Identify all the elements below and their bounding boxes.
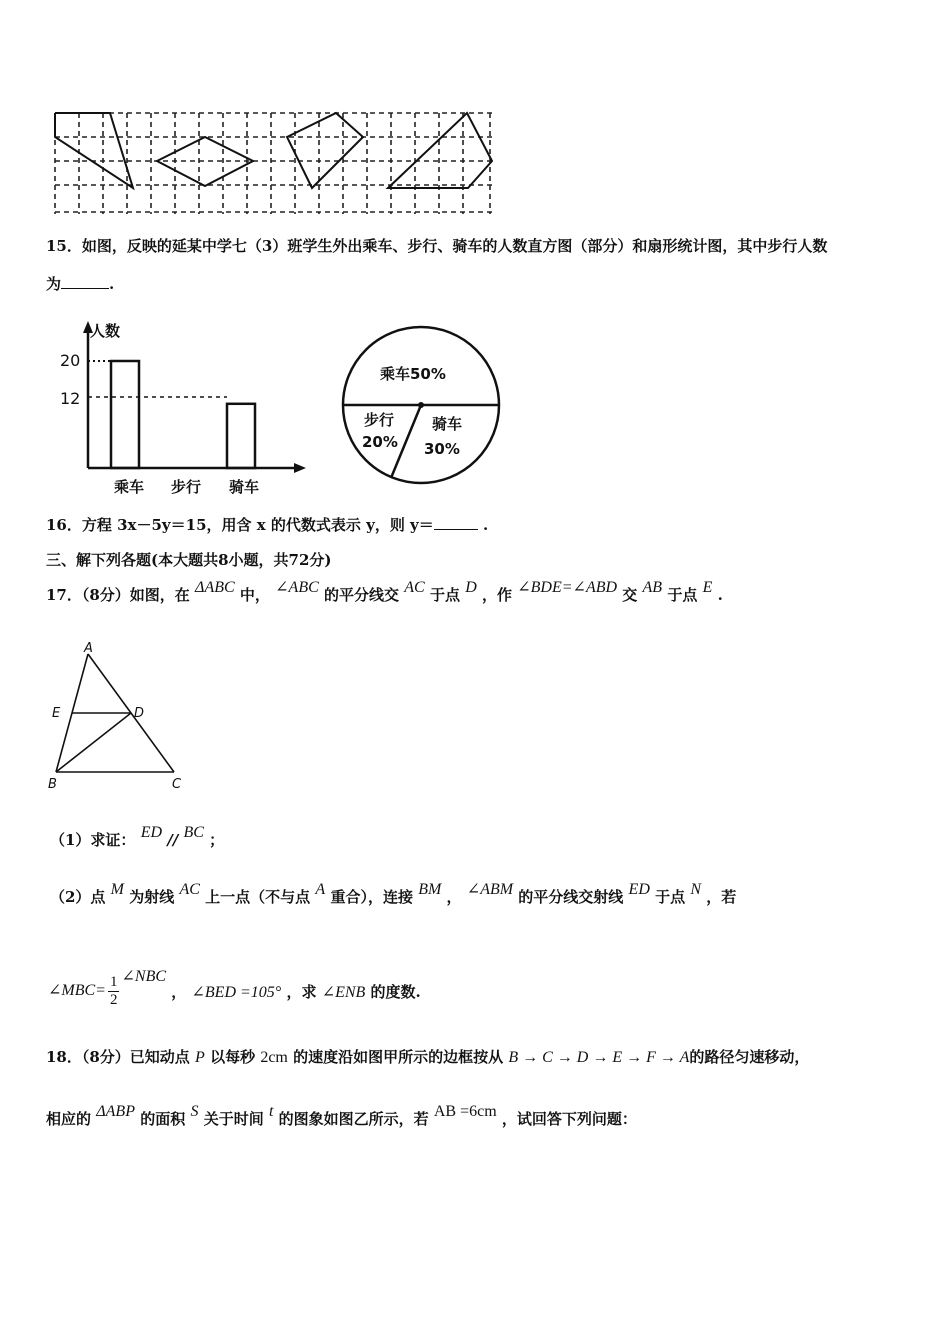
shape-3	[287, 113, 363, 188]
segment-BD	[56, 713, 131, 772]
pie-label-bike-pct: 30%	[424, 440, 460, 458]
fraction-half	[108, 974, 120, 1008]
q18-m6: t	[268, 1103, 274, 1120]
q18-t4: 的路径匀速移动，	[689, 1048, 810, 1066]
q18-t1: 18．（8分）已知动点	[46, 1048, 190, 1066]
question-17-part2	[50, 881, 737, 910]
q17-2-m2: AC	[179, 881, 200, 898]
q17-2-m7: N	[690, 881, 702, 898]
q18-m1: P	[195, 1049, 205, 1066]
bar-chart	[44, 315, 314, 497]
pie-label-walk: 步行	[364, 411, 395, 429]
pie-label-bike: 骑车	[432, 415, 463, 433]
q17-t3: 的平分线交	[324, 586, 400, 604]
bar-乘车	[111, 361, 139, 468]
question-18	[46, 1046, 809, 1070]
question-16	[46, 514, 488, 537]
q17-t8: .	[717, 586, 723, 604]
q17-2-t5: ，	[446, 888, 462, 906]
label-A: A	[84, 641, 93, 656]
q17-m1: ΔABC	[195, 579, 235, 596]
q16-text: 16．方程 3x－5y＝15，用含 x 的代数式表示 y，则 y＝	[46, 516, 434, 534]
q16-end: .	[477, 516, 489, 534]
parallel-symbol: //	[167, 831, 179, 849]
section-3-title: 三、解下列各题(本大题共8小题，共72分)	[46, 551, 332, 569]
q17-t4: 于点	[429, 586, 460, 604]
q18-t2: 以每秒	[210, 1048, 256, 1066]
label-B: B	[48, 777, 57, 792]
pie-label-walk-pct: 20%	[362, 433, 398, 451]
q17-2-t7: 于点	[655, 888, 686, 906]
triangle-figure	[44, 640, 194, 795]
q17-2-t1: （2）点	[50, 888, 106, 906]
q17-t7: 于点	[667, 586, 698, 604]
q18-t8: 的图象如图乙所示，若	[278, 1110, 429, 1128]
category-label-2: 步行	[171, 478, 202, 496]
tick-12: 12	[60, 389, 81, 408]
q17-3-t2: ，求	[286, 983, 317, 1001]
q17-2-m5: ∠ABM	[466, 881, 514, 898]
question-15	[46, 235, 827, 258]
q17-2-t2: 为射线	[129, 888, 175, 906]
q17-m3: AC	[404, 579, 425, 596]
label-D: D	[134, 706, 145, 721]
q17-3-m2: ∠NBC	[121, 968, 167, 985]
q18-t5: 相应的	[46, 1110, 92, 1128]
dashed-grid	[55, 113, 492, 214]
q17-2-m1: M	[110, 881, 124, 898]
q18-m7: AB =6cm	[433, 1103, 497, 1120]
bar-骑车	[227, 404, 255, 468]
grid-figure	[50, 108, 500, 220]
label-C: C	[172, 777, 182, 792]
category-label-1: 乘车	[114, 478, 145, 496]
q17-1-t1: （1）求证：	[50, 831, 136, 849]
fraction-numerator: 1	[109, 974, 118, 990]
q18-t3: 的速度沿如图甲所示的边框按从	[293, 1048, 504, 1066]
q17-2-m6: ED	[628, 881, 650, 898]
answer-blank	[61, 288, 109, 289]
q17-3-t1: ，	[171, 983, 187, 1001]
section-3-heading	[46, 549, 332, 572]
q18-m5: S	[190, 1103, 199, 1120]
fraction-denominator: 2	[109, 991, 118, 1008]
y-axis-label: 人数	[90, 322, 121, 340]
category-label-3: 骑车	[229, 478, 260, 496]
q17-1-m1: ED	[140, 824, 163, 841]
q18-m2: 2cm	[260, 1049, 288, 1066]
q17-2-m3: A	[315, 881, 326, 898]
q17-2-t4: 重合），连接	[330, 888, 413, 906]
q18-t6: 的面积	[140, 1110, 186, 1128]
q17-m5: ∠BDE=∠ABD	[517, 579, 618, 596]
q17-3-m3: ∠BED =105°	[191, 984, 282, 1001]
q17-m4: D	[465, 579, 477, 596]
q17-m2: ∠ABC	[275, 579, 319, 596]
q15-text: 15．如图，反映的延某中学七（3）班学生外出乘车、步行、骑车的人数直方图（部分）和扇形统计图，其中步行人数	[46, 237, 828, 255]
q17-1-m2: BC	[183, 824, 204, 841]
q17-t6: 交	[622, 586, 638, 604]
question-18-line2	[46, 1103, 637, 1132]
tick-20: 20	[60, 351, 81, 370]
q17-m6: AB	[642, 579, 663, 596]
q17-t5: ，作	[481, 586, 512, 604]
shape-4	[388, 113, 492, 188]
q15-text2: 为	[46, 275, 62, 293]
shape-1	[55, 113, 133, 188]
q17-3-m4: ∠ENB	[321, 984, 366, 1001]
label-E: E	[52, 706, 61, 721]
answer-blank-16	[434, 529, 478, 530]
q17-2-m4: BM	[418, 881, 442, 898]
q18-t7: 关于时间	[203, 1110, 264, 1128]
q17-2-t6: 的平分线交射线	[518, 888, 624, 906]
q17-2-t8: ，若	[706, 888, 737, 906]
pie-chart	[338, 322, 504, 488]
x-axis-arrow	[294, 463, 306, 473]
q18-m4: ΔABP	[96, 1103, 135, 1120]
q17-3-m1: ∠MBC=	[48, 982, 106, 999]
q15-end: .	[109, 275, 115, 293]
q17-1-t2: ；	[209, 831, 225, 849]
q17-t2: 中，	[239, 586, 270, 604]
question-17-part1	[50, 824, 225, 853]
q18-t9: ，试回答下列问题：	[501, 1110, 637, 1128]
q17-t1: 17．（8分）如图，在	[46, 586, 190, 604]
q18-m3: B → C → D → E → F → A	[508, 1049, 690, 1066]
question-17	[46, 579, 723, 608]
pie-label-ride: 乘车50%	[380, 365, 446, 383]
q17-2-t3: 上一点（不与点	[205, 888, 311, 906]
q17-m7: E	[702, 579, 713, 596]
question-15-line2	[46, 273, 114, 296]
question-17-part2-condition	[48, 962, 421, 1012]
q17-3-t3: 的度数.	[370, 983, 421, 1001]
